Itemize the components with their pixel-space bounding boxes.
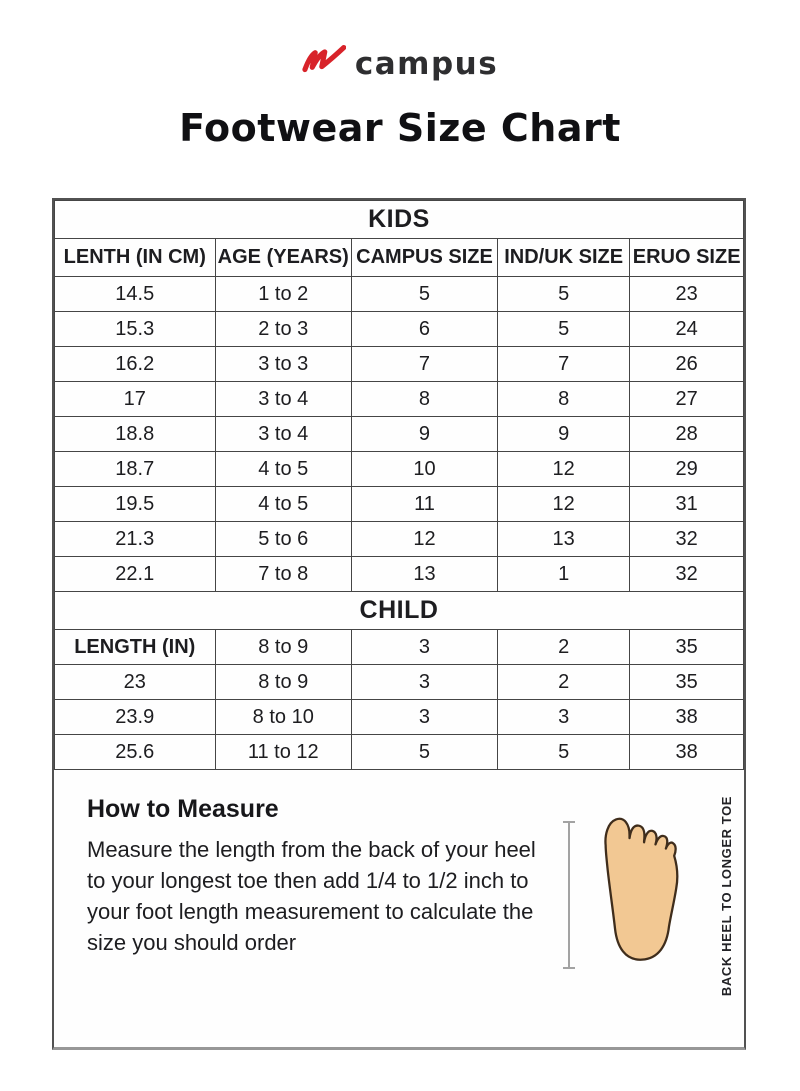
table-row [55, 347, 744, 382]
table-cell: 8 [498, 382, 630, 417]
table-cell: 7 to 8 [215, 557, 351, 592]
table-cell: 25.6 [55, 735, 216, 770]
table-cell: LENGTH (IN) [55, 630, 216, 665]
size-chart-box [52, 198, 746, 1050]
table-cell: 8 [351, 382, 497, 417]
table-cell: 2 [498, 630, 630, 665]
table-cell: 12 [498, 487, 630, 522]
table-cell: 35 [630, 630, 744, 665]
table-cell: 21.3 [55, 522, 216, 557]
table-cell: 28 [630, 417, 744, 452]
table-cell: 29 [630, 452, 744, 487]
table-cell: 3 [498, 700, 630, 735]
table-row [55, 382, 744, 417]
column-header: LENTH (IN CM) [55, 239, 216, 277]
how-to-measure-section [54, 770, 744, 1047]
table-row [55, 452, 744, 487]
table-cell: 15.3 [55, 312, 216, 347]
table-cell: 5 [498, 277, 630, 312]
table-cell: 27 [630, 382, 744, 417]
table-cell: 5 [351, 277, 497, 312]
table-cell: 31 [630, 487, 744, 522]
table-cell: 23 [55, 665, 216, 700]
table-cell: 1 to 2 [215, 277, 351, 312]
table-cell: 8 to 10 [215, 700, 351, 735]
foot-measurement-diagram [562, 795, 734, 996]
section-title: KIDS [55, 201, 744, 239]
table-row [55, 557, 744, 592]
table-cell: 7 [351, 347, 497, 382]
size-chart-table [54, 200, 744, 770]
table-cell: 38 [630, 735, 744, 770]
table-cell: 5 [351, 735, 497, 770]
table-row [55, 312, 744, 347]
table-cell: 11 to 12 [215, 735, 351, 770]
table-cell: 5 to 6 [215, 522, 351, 557]
table-row [55, 277, 744, 312]
table-cell: 3 [351, 630, 497, 665]
table-cell: 3 [351, 700, 497, 735]
table-cell: 9 [498, 417, 630, 452]
table-cell: 13 [498, 522, 630, 557]
campus-swoosh-icon [302, 44, 346, 76]
page-title: Footwear Size Chart [179, 106, 621, 150]
section-title-row [55, 201, 744, 239]
table-cell: 24 [630, 312, 744, 347]
table-cell: 23 [630, 277, 744, 312]
table-cell: 6 [351, 312, 497, 347]
brand-name: campus [354, 46, 499, 82]
table-row [55, 487, 744, 522]
table-cell: 32 [630, 522, 744, 557]
brand-logo [0, 40, 800, 80]
table-cell: 8 to 9 [215, 665, 351, 700]
column-header: IND/UK SIZE [498, 239, 630, 277]
table-cell: 12 [498, 452, 630, 487]
diagram-caption: BACK HEEL TO LONGER TOE [719, 795, 734, 996]
table-cell: 9 [351, 417, 497, 452]
table-cell: 5 [498, 312, 630, 347]
section-title: CHILD [55, 592, 744, 630]
table-row [55, 522, 744, 557]
table-row [55, 665, 744, 700]
table-cell: 10 [351, 452, 497, 487]
section-title-row [55, 592, 744, 630]
table-cell: 19.5 [55, 487, 216, 522]
column-header: CAMPUS SIZE [351, 239, 497, 277]
size-table-body [55, 201, 744, 770]
table-cell: 1 [498, 557, 630, 592]
table-cell: 11 [351, 487, 497, 522]
table-cell: 38 [630, 700, 744, 735]
column-header: AGE (YEARS) [215, 239, 351, 277]
column-header: ERUO SIZE [630, 239, 744, 277]
table-cell: 4 to 5 [215, 487, 351, 522]
how-to-measure-body: Measure the length from the back of your heel to your longest toe then add 1/4 to 1/2 inch to your foot length measurement to calculate the size you should order [87, 837, 536, 955]
table-row [55, 735, 744, 770]
table-cell: 2 [498, 665, 630, 700]
table-cell: 13 [351, 557, 497, 592]
table-cell: 3 to 4 [215, 417, 351, 452]
table-cell: 3 to 4 [215, 382, 351, 417]
table-cell: 18.8 [55, 417, 216, 452]
table-cell: 7 [498, 347, 630, 382]
table-row [55, 630, 744, 665]
table-cell: 2 to 3 [215, 312, 351, 347]
table-cell: 32 [630, 557, 744, 592]
table-row [55, 700, 744, 735]
table-row [55, 417, 744, 452]
table-cell: 14.5 [55, 277, 216, 312]
table-cell: 22.1 [55, 557, 216, 592]
table-cell: 4 to 5 [215, 452, 351, 487]
table-cell: 23.9 [55, 700, 216, 735]
how-to-measure-heading: How to Measure [87, 795, 279, 823]
table-cell: 17 [55, 382, 216, 417]
table-cell: 16.2 [55, 347, 216, 382]
table-cell: 26 [630, 347, 744, 382]
table-cell: 3 to 3 [215, 347, 351, 382]
table-cell: 18.7 [55, 452, 216, 487]
table-cell: 12 [351, 522, 497, 557]
table-cell: 3 [351, 665, 497, 700]
table-cell: 5 [498, 735, 630, 770]
measurement-line [562, 820, 576, 970]
column-header-row [55, 239, 744, 277]
table-cell: 35 [630, 665, 744, 700]
table-cell: 8 to 9 [215, 630, 351, 665]
foot-sole-icon [588, 808, 696, 968]
